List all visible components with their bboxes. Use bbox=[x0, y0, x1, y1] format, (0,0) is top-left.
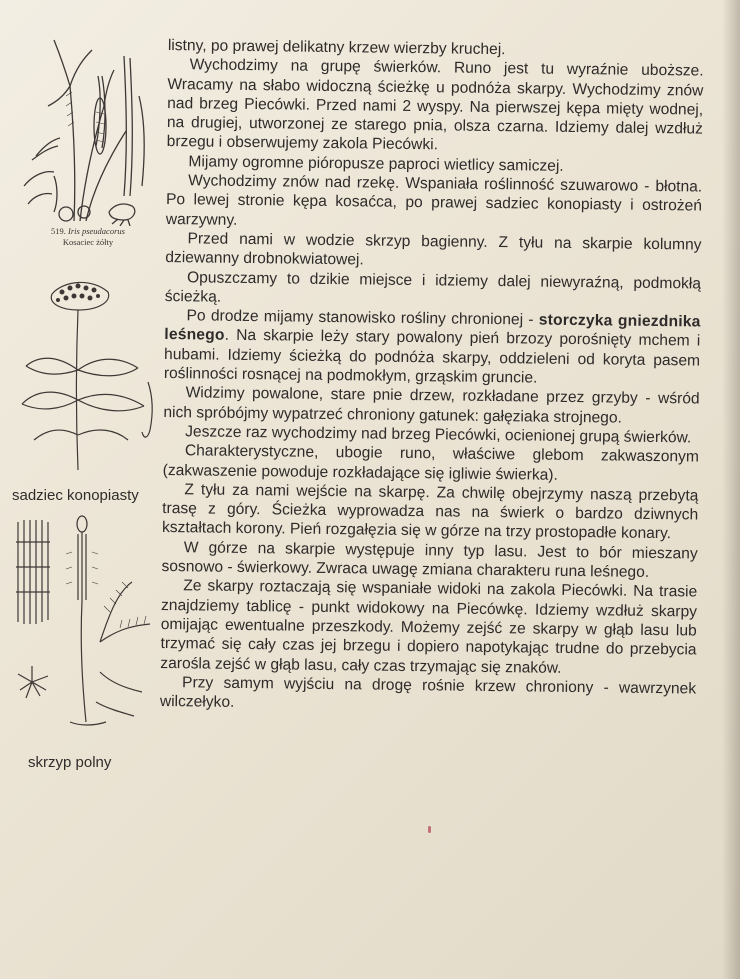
iris-illustration bbox=[14, 36, 164, 226]
paragraph-6 bbox=[164, 306, 701, 390]
paragraph-6-end: . Na skarpie leży stary powalony pień brzozy porośnięty mchem i hubami. Idziemy ścieżką do podnóża skarpy, oddzieleni od koryta pasem roślinności rosnącej na podmokłym, grząskim gruncie. bbox=[163, 327, 701, 387]
iris-caption-polish: Kosaciec żółty bbox=[62, 237, 114, 247]
paragraph-12: Ze skarpy roztaczają się wspaniałe widoki na zakola Piecówki. Na trasie znajdziemy tablicę - punkt widokowy na Piecówkę. Idziemy wzdłuż skarpy omijając ewentualne przeszkody. Możemy zejść ze skarpy w głąb lasu lub trzymać się cały czas jej brzegu i dopiero napotykając trudne do przebycia zarośla zejść w głąb lasu, cały czas trzymając się znaków. bbox=[160, 577, 698, 677]
paragraph-4: Przed nami w wodzie skrzyp bagienny. Z tyłu na skarpie kolumny dziewanny drobnokwiatowej. bbox=[165, 230, 702, 269]
iris-caption-latin: Iris pseudacorus bbox=[68, 226, 125, 236]
paragraph-6-start: Po drodze mijamy stanowisko rośliny chronionej - bbox=[186, 307, 539, 329]
sadziec-caption: sadziec konopiasty bbox=[12, 487, 139, 504]
sadziec-illustration bbox=[12, 270, 162, 480]
skrzyp-illustration bbox=[10, 512, 165, 737]
iris-caption-number: 519. bbox=[51, 226, 66, 236]
iris-caption bbox=[18, 226, 158, 248]
page-edge-shadow bbox=[722, 0, 740, 979]
paragraph-1: Wychodzimy na grupę świerków. Runo jest tu wyraźnie uboższe. Wracamy na słabo widoczną ścieżkę u podnóża skarpy. Wychodzimy znów nad brzeg Piecówki. Przed nami 2 wyspy. Na pierwszej kępa mięty wodnej, na drugiej, utworzonej ze starego pnia, olsza czarna. Idziemy dalej wzdłuż brzegu i obserwujemy zakola Piecówki. bbox=[166, 56, 704, 154]
ink-mark bbox=[428, 826, 431, 833]
skrzyp-caption: skrzyp polny bbox=[28, 754, 112, 771]
paragraph-2: Mijamy ogromne pióropusze paproci wietlicy samiczej. bbox=[188, 153, 564, 175]
paragraph-13: Przy samym wyjściu na drogę rośnie krzew chroniony - wawrzynek wilczełyko. bbox=[159, 674, 697, 711]
paragraph-10: Z tyłu za nami wejście na skarpę. Za chwilę obejrzymy naszą przebytą trasę z góry. Ścieżka wyprowadza nas na świerk o bardzo dziwnych kształtach korony. Pień rozgałęzia się w górze na trzy prostopadłe konary. bbox=[161, 481, 699, 543]
paragraph-5: Opuszczamy to dzikie miejsce i idziemy dalej niewyraźną, podmokłą ścieżką. bbox=[164, 268, 702, 306]
paragraph-0: listny, po prawej delikatny krzew wierzby kruchej. bbox=[167, 36, 506, 59]
paragraph-8: Jeszcze raz wychodzimy nad brzeg Piecówki, ocienionej grupą świerków. bbox=[185, 423, 692, 447]
paragraph-3: Wychodzimy znów nad rzekę. Wspaniała roślinność szuwarowo - błotna. Po lewej stronie kępa kosaćca, po prawej sadziec konopiasty i ostrożeń warzywny. bbox=[165, 172, 703, 229]
paragraph-11: W górze na skarpie występuje inny typ lasu. Jest to bór mieszany sosnowo - świerkowy. Zwraca uwagę zmiana charakteru runa leśnego. bbox=[161, 538, 698, 581]
body-text bbox=[160, 36, 704, 718]
paragraph-9: Charakterystyczne, ubogie runo, właściwe glebom zakwaszonym (zakwaszenie powoduje rozkładające się igliwie świerka). bbox=[162, 442, 699, 484]
paragraph-7: Widzimy powalone, stare pnie drzew, rozkładane przez grzyby - wśród nich spróbójmy wypatrzeć chroniony gatunek: gałęziaka strojnego. bbox=[163, 384, 700, 427]
protected-species-name: storczyka gniezdnika leśnego bbox=[164, 311, 701, 345]
